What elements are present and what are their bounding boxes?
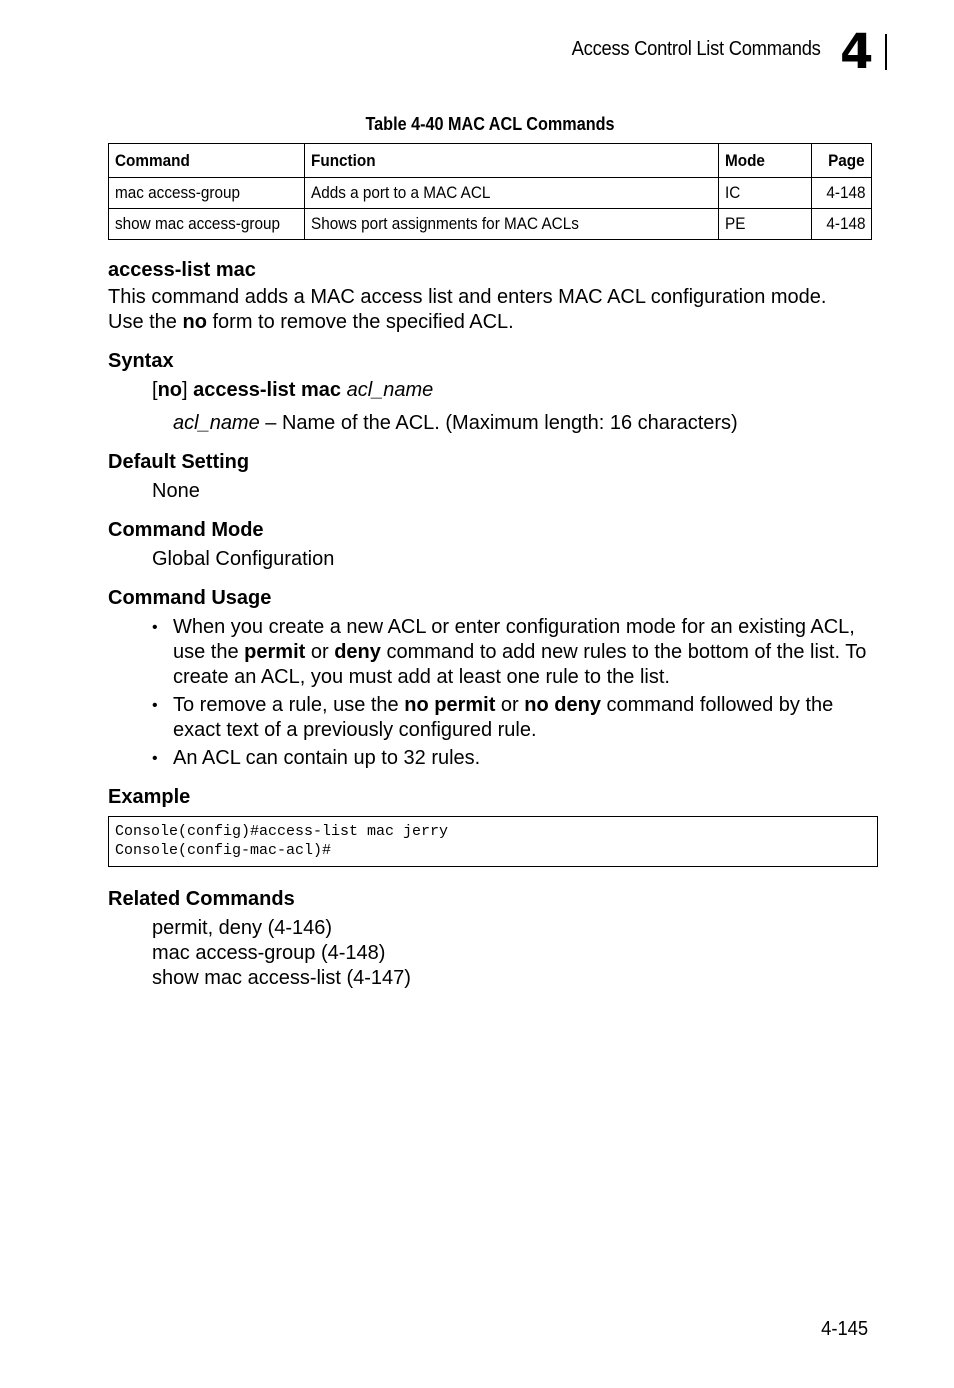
console-example [108, 816, 878, 867]
list-item: mac access-group (4-148) [152, 942, 386, 964]
table-cell: PE [718, 209, 811, 240]
syntax-parameter: acl_name – Name of the ACL. (Maximum length: 16 characters) [173, 412, 738, 434]
console-line: Console(config-mac-acl)# [115, 842, 332, 859]
table-row [109, 209, 872, 240]
default-setting-value: None [152, 480, 200, 502]
table-caption: Table 4-40 MAC ACL Commands [365, 114, 615, 134]
related-commands-list [108, 916, 878, 991]
table-cell: 4-148 [812, 209, 872, 240]
column-header-page: Page [812, 144, 872, 178]
header-title: Access Control List Commands [572, 38, 821, 60]
syntax-line: [no] access-list mac acl_name [152, 379, 434, 401]
column-header-function: Function [305, 144, 718, 178]
column-header-mode: Mode [718, 144, 811, 178]
page-number: 4-145 [820, 1318, 868, 1340]
list-item: permit, deny (4-146) [152, 917, 333, 939]
table-cell: mac access-group [109, 178, 305, 209]
command-mode-heading: Command Mode [108, 519, 264, 541]
table-header-row [109, 144, 872, 178]
default-setting-heading: Default Setting [108, 451, 250, 473]
table-cell: 4-148 [812, 178, 872, 209]
table-row [109, 178, 872, 209]
command-section [108, 258, 878, 991]
table-cell: Shows port assignments for MAC ACLs [305, 209, 718, 240]
chapter-number: 4 [840, 24, 874, 80]
list-item: • To remove a rule, use the no permit or no deny command followed by the exact text of a previously configured rule. [152, 693, 878, 743]
list-item: • When you create a new ACL or enter configuration mode for an existing ACL, use the permit or deny command to add new rules to the bottom of the list. To create an ACL, you must add at least one rule to the list. [152, 615, 878, 690]
table-cell: Adds a port to a MAC ACL [305, 178, 718, 209]
console-line: Console(config)#access-list mac jerry [115, 823, 449, 840]
mac-acl-commands-table [108, 143, 872, 240]
related-commands-heading: Related Commands [108, 888, 295, 910]
command-description: This command adds a MAC access list and enters MAC ACL configuration mode. Use the no form to remove the specified ACL. [108, 286, 827, 333]
list-item: • An ACL can contain up to 32 rules. [152, 746, 878, 771]
chapter-divider [885, 34, 887, 70]
command-mode-value: Global Configuration [152, 548, 335, 570]
command-usage-list [108, 615, 878, 771]
example-heading: Example [108, 786, 191, 808]
command-title: access-list mac [108, 259, 256, 281]
table-cell: show mac access-group [109, 209, 305, 240]
column-header-command: Command [109, 144, 305, 178]
table-cell: IC [718, 178, 811, 209]
syntax-heading: Syntax [108, 350, 174, 372]
list-item: show mac access-list (4-147) [152, 967, 411, 989]
command-usage-heading: Command Usage [108, 587, 272, 609]
